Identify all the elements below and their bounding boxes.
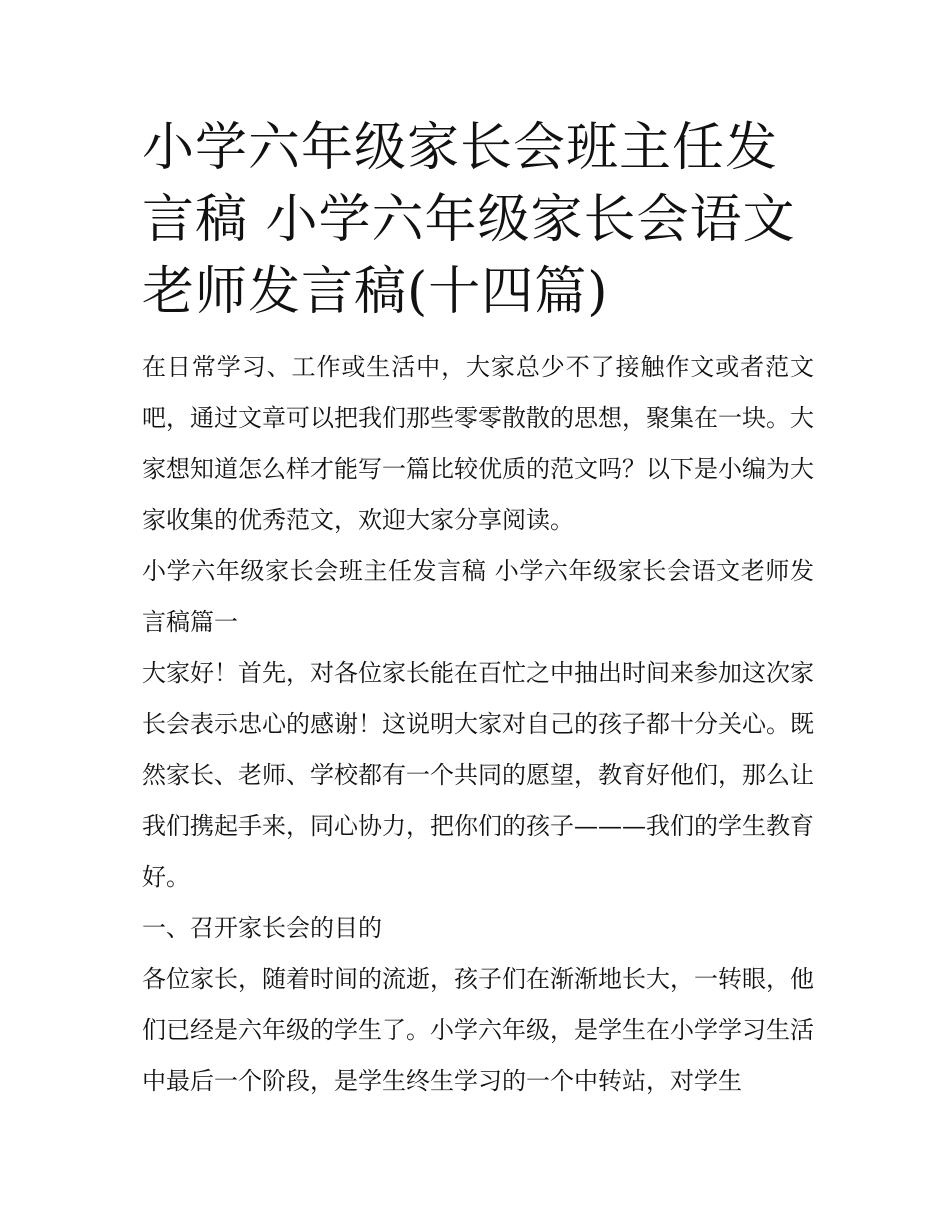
- intro-paragraph: 在日常学习、工作或生活中，大家总少不了接触作文或者范文吧，通过文章可以把我们那些零零散散的思想，聚集在一块。大家想知道怎么样才能写一篇比较优质的范文吗？以下是小编为大家收集的优秀范文，欢迎大家分享阅读。: [142, 353, 814, 534]
- body-paragraph: 各位家长，随着时间的流逝，孩子们在渐渐地长大，一转眼，他们已经是六年级的学生了。小学六年级，是学生在小学学习生活中最后一个阶段，是学生终生学习的一个中转站，对学生: [142, 965, 814, 1095]
- subheading-purpose: 一、召开家长会的目的: [142, 914, 382, 942]
- document-title: 小学六年级家长会班主任发言稿 小学六年级家长会语文老师发言稿(十四篇): [142, 118, 796, 322]
- greeting-paragraph: 大家好！首先，对各位家长能在百忙之中抽出时间来参加这次家长会表示忠心的感谢！这说明大家对自己的孩子都十分关心。既然家长、老师、学校都有一个共同的愿望，教育好他们，那么让我们携起手来，同心协力，把你们的孩子———我们的学生教育好。: [142, 659, 814, 891]
- document-body: [142, 112, 814, 1107]
- section-heading: 小学六年级家长会班主任发言稿 小学六年级家长会语文老师发言稿篇一: [142, 557, 814, 636]
